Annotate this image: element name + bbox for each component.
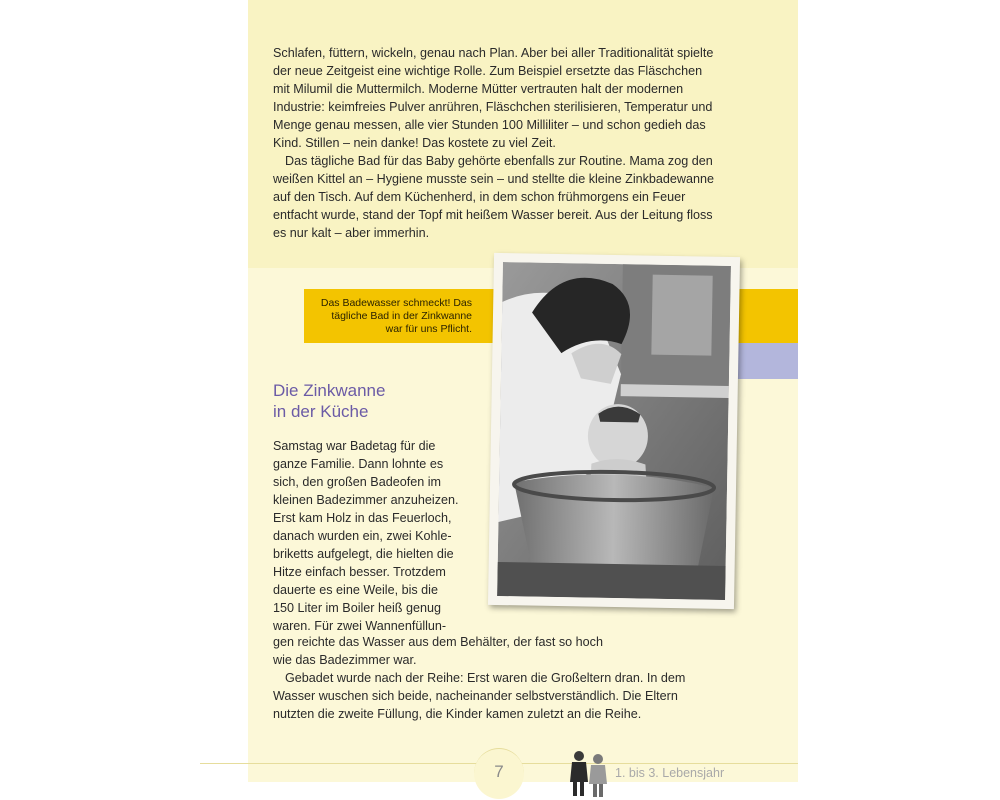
photo-baby-in-tub: [488, 253, 740, 609]
paragraph-bath-day: Samstag war Badetag für die ganze Familie. Dann lohnte es sich, den großen Badeofen im kleinen Badezimmer anzuheizen. Erst kam Holz in das Feuerloch, danach wurden ein, zwei Kohle- briketts aufgelegt, die hielten die Hitze einfach besser. Trotzdem dauerte es eine Weile, bis die 150 Liter im Boiler heiß genug waren. Für zwei Wannenfüllun-: [273, 439, 459, 633]
photo-caption: Das Badewasser schmeckt! Das tägliche Bad in der Zinkwanne war für uns Pflicht.: [320, 297, 472, 335]
section-heading: Die Zinkwanne in der Küche: [273, 381, 386, 421]
page-number: 7: [494, 762, 504, 781]
children-icon: [566, 748, 612, 800]
paragraph-bath-day-continued: gen reichte das Wasser aus dem Behälter, der fast so hoch wie das Badezimmer war.: [273, 635, 603, 667]
baby-bath-photo: [497, 262, 731, 600]
paragraph-milk-routine: Schlafen, füttern, wickeln, genau nach Plan. Aber bei aller Traditionalität spielte der neue Zeitgeist eine wichtige Rolle. Zum Beispiel ersetzte das Fläschchen mit Milumil die Muttermilch. Moderne Mütter vertrauten halt der modernen Industrie: keimfreies Pulver anrühren, Fläschchen sterilisieren, Temperatur und Menge genau messen, alle vier Stunden 100 Milliliter – und schon gedieh das Kind. Stillen – nein danke! Das kostete zu viel Zeit. Das tägliche Bad für das Baby gehörte ebenfalls zur Routine. Mama zog den weißen Kittel an – Hygiene musste sein – und stellte die kleine Zinkbadewanne auf den Tisch. Auf dem Küchenherd, in dem schon frühmorgens ein Feuer entfacht wurde, stand der Topf mit heißem Wasser bereit. Aus der Leitung floss es nur kalt – aber immerhin.: [273, 46, 715, 240]
chapter-label: 1. bis 3. Lebensjahr: [615, 766, 725, 780]
paragraph-bathing-order: Gebadet wurde nach der Reihe: Erst waren die Großeltern dran. In dem Wasser wuschen sich beide, nacheinander selbstverständlich. Die Eltern nutzten die zweite Füllung, die Kinder kamen zuletzt an die Reihe.: [273, 671, 686, 721]
